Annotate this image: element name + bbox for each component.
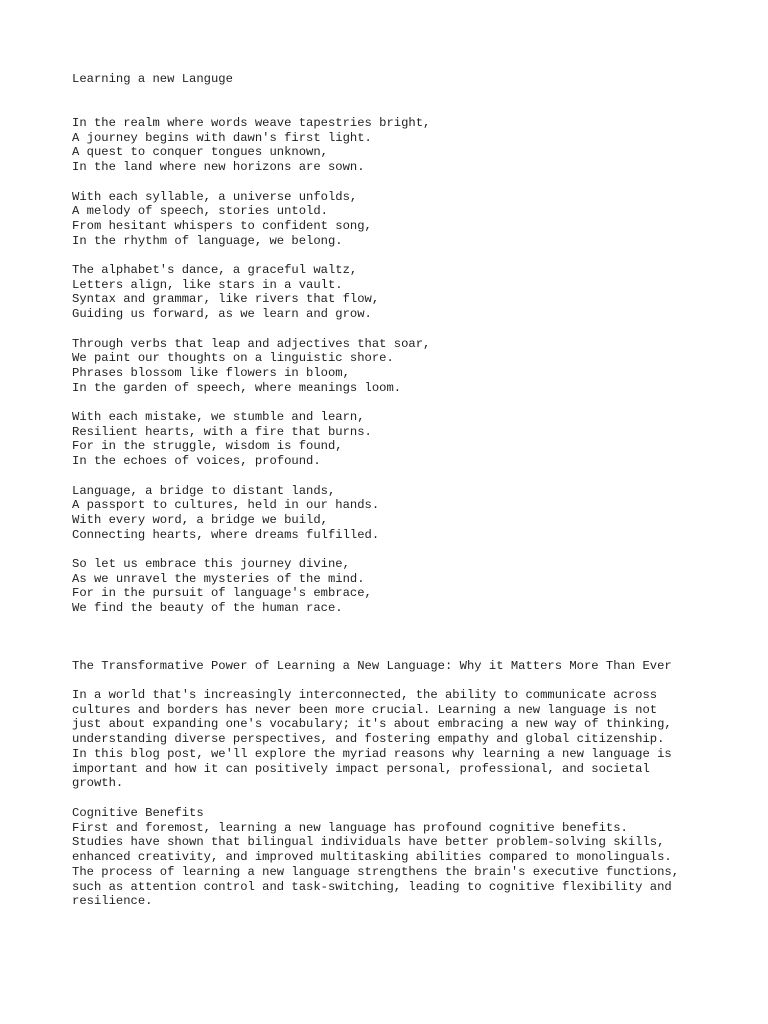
- poem-line: Guiding us forward, as we learn and grow.: [72, 307, 372, 322]
- poem-line: From hesitant whispers to confident song,: [72, 218, 372, 233]
- paragraph-line: understanding diverse perspectives, and fostering empathy and global citizenship.: [72, 732, 665, 747]
- poem-stanza: [72, 116, 430, 175]
- paragraph-line: enhanced creativity, and improved multitasking abilities compared to monolinguals.: [72, 850, 672, 865]
- poem-line: We find the beauty of the human race.: [72, 601, 343, 616]
- poem-line: A journey begins with dawn's first light.: [72, 130, 372, 145]
- poem-line: Resilient hearts, with a fire that burns.: [72, 424, 372, 439]
- paragraph-line: In a world that's increasingly interconnected, the ability to communicate across: [72, 688, 658, 702]
- blog-title: The Transformative Power of Learning a New Language: Why it Matters More Than Ever: [72, 659, 672, 673]
- paragraph-line: cultures and borders has never been more crucial. Learning a new language is not: [72, 702, 658, 717]
- poem-line: As we unravel the mysteries of the mind.: [72, 571, 365, 586]
- poem-stanza: [72, 484, 430, 543]
- poem-stanza: [72, 263, 430, 322]
- poem-line: Language, a bridge to distant lands,: [72, 483, 336, 498]
- paragraph-line: Studies have shown that bilingual individuals have better problem-solving skills,: [72, 835, 665, 850]
- cognitive-benefits-section: [72, 806, 679, 909]
- poem-line: In the land where new horizons are sown.: [72, 160, 365, 175]
- paragraph-line: just about expanding one's vocabulary; it's about embracing a new way of thinking,: [72, 717, 672, 732]
- poem-line: The alphabet's dance, a graceful waltz,: [72, 263, 358, 277]
- poem-line: Phrases blossom like flowers in bloom,: [72, 365, 350, 380]
- poem-line: A quest to conquer tongues unknown,: [72, 145, 328, 160]
- poem-line: So let us embrace this journey divine,: [72, 557, 350, 571]
- poem-line: In the echoes of voices, profound.: [72, 454, 321, 469]
- poem-stanza: [72, 337, 430, 396]
- poem-line: In the realm where words weave tapestries bright,: [72, 116, 431, 130]
- poem-line: In the rhythm of language, we belong.: [72, 233, 343, 248]
- poem-line: Through verbs that leap and adjectives that soar,: [72, 336, 431, 351]
- poem-title: Learning a new Languge: [72, 72, 233, 86]
- poem-line: Connecting hearts, where dreams fulfilled.: [72, 527, 380, 542]
- poem-stanza: [72, 190, 430, 249]
- poem-stanza: [72, 410, 430, 469]
- blog-intro-paragraph: [72, 688, 672, 791]
- poem-line: A passport to cultures, held in our hands.: [72, 498, 380, 513]
- paragraph-line: such as attention control and task-switching, leading to cognitive flexibility and: [72, 879, 672, 894]
- paragraph-line: important and how it can positively impact personal, professional, and societal: [72, 761, 650, 776]
- poem-line: A melody of speech, stories untold.: [72, 204, 328, 219]
- poem-line: We paint our thoughts on a linguistic shore.: [72, 351, 394, 366]
- paragraph-line: In this blog post, we'll explore the myriad reasons why learning a new language is: [72, 746, 672, 761]
- paragraph-line: resilience.: [72, 894, 153, 909]
- section-heading: Cognitive Benefits: [72, 806, 204, 820]
- poem-body: [72, 116, 430, 631]
- paragraph-line: First and foremost, learning a new language has profound cognitive benefits.: [72, 820, 628, 835]
- paragraph-line: The process of learning a new language strengthens the brain's executive functions,: [72, 864, 680, 879]
- poem-line: Letters align, like stars in a vault.: [72, 277, 343, 292]
- poem-line: Syntax and grammar, like rivers that flow,: [72, 292, 380, 307]
- paragraph-line: growth.: [72, 776, 124, 791]
- poem-line: For in the pursuit of language's embrace,: [72, 586, 372, 601]
- poem-line: With each syllable, a universe unfolds,: [72, 189, 358, 204]
- poem-line: For in the struggle, wisdom is found,: [72, 439, 343, 454]
- poem-line: In the garden of speech, where meanings loom.: [72, 380, 402, 395]
- poem-line: With each mistake, we stumble and learn,: [72, 410, 365, 424]
- poem-stanza: [72, 557, 430, 616]
- poem-line: With every word, a bridge we build,: [72, 512, 328, 527]
